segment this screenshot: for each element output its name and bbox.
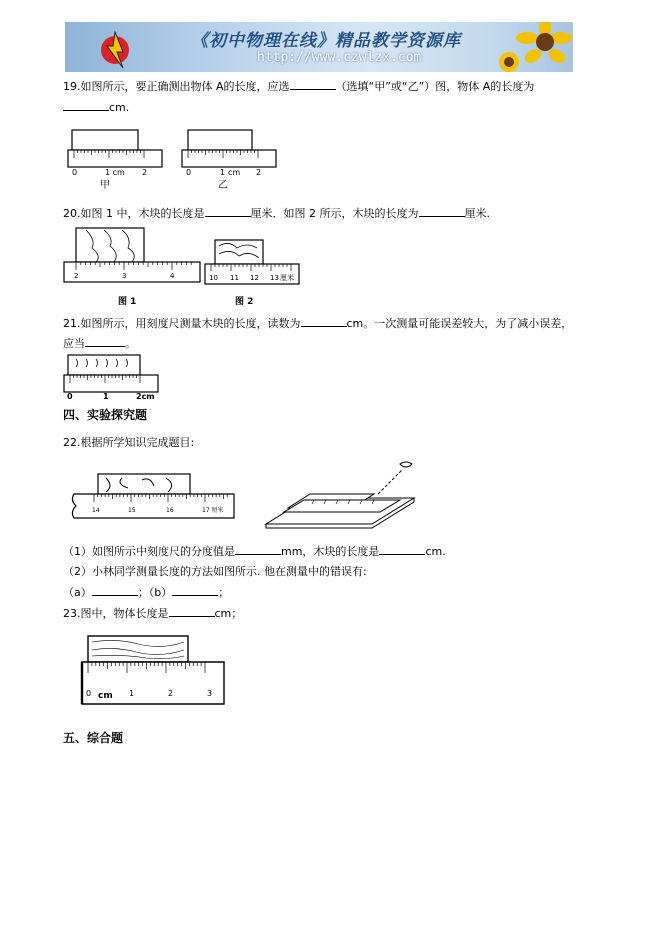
q20-f1-tick-1: 3 (122, 272, 127, 280)
q21-blank-1[interactable] (301, 316, 347, 327)
q21-tick-2: 2cm (136, 392, 155, 401)
q19-a-caption: 甲 (100, 180, 110, 190)
q23-tick-3: 3 (207, 689, 213, 698)
q21-tick-1: 1 (103, 392, 109, 401)
q21-figure (62, 353, 162, 403)
q19-a-tick-0: 0 (72, 168, 78, 177)
q20-figure-1 (62, 226, 202, 308)
q19-b-tick-0: 0 (186, 168, 192, 177)
q21-line1: 21.如图所示，用刻度尺测量木块的长度，读数为 cm。一次测量可能误差较大，为了减小误差， (63, 317, 573, 330)
q23-tick-2: 2 (168, 689, 174, 698)
q19-a-tick-1: 1 cm (105, 168, 125, 177)
q19-line2: cm. (63, 100, 129, 114)
section-5-heading: 五、综合题 (63, 731, 124, 745)
q22-figure-perspective (262, 458, 422, 532)
q21-tick-0: 0 (67, 392, 73, 401)
q21-line2: 应当 。 (63, 337, 136, 350)
q19-figure-b (180, 128, 280, 190)
q22-intro: 22.根据所学知识完成题目: (63, 436, 195, 449)
q20-f2-tick-4: 厘米 (280, 274, 294, 282)
q22-blank-b[interactable] (172, 585, 218, 596)
section-4-heading: 四、实验探究题 (63, 408, 148, 422)
header-banner (65, 22, 573, 72)
q23-tick-1: 1 (129, 689, 135, 698)
logo-icon (93, 22, 153, 72)
q23-blank[interactable] (169, 606, 215, 617)
q20-blank-1[interactable] (205, 206, 251, 217)
q22-sub1: （1）如图所示中刻度尺的分度值是 mm，木块的长度是 cm. (63, 545, 446, 558)
q19-b-caption: 乙 (218, 180, 228, 190)
q22-sub2: （2）小林同学测量长度的方法如图所示. 他在测量中的错误有: (63, 565, 367, 578)
q23-unit: cm (98, 691, 113, 701)
q20-fig2-caption: 图 2 (235, 297, 254, 307)
q19-b-tick-3: 2 (256, 168, 262, 177)
q23-line: 23.图中，物体长度是 cm； (63, 607, 243, 620)
q22-tick-1: 15 (128, 507, 136, 514)
q19-blank-1[interactable] (290, 79, 336, 90)
banner-url: http://www.czwlzx.com (257, 50, 422, 65)
q22-tick-2: 16 (166, 507, 174, 514)
q22-tick-0: 14 (92, 507, 100, 514)
q20-f2-tick-0: 10 (209, 274, 218, 282)
q22-blank-2[interactable] (379, 544, 425, 555)
banner-title: 《初中物理在线》精品教学资源库 (191, 31, 461, 51)
q19-b-tick-2: cm (228, 168, 241, 177)
q20-f2-tick-1: 11 (230, 274, 239, 282)
q22-tick-3: 17 厘米 (202, 507, 224, 514)
q20-fig1-caption: 图 1 (118, 297, 137, 307)
q22-sub3: （a） ；（b） ； (63, 586, 230, 599)
q22-blank-a[interactable] (92, 585, 138, 596)
q19-line1: 19.如图所示，要正确测出物体 A的长度，应选 （选填“甲”或“乙”）图，物体 A的长度为 (63, 80, 535, 93)
q20-f2-tick-2: 12 (250, 274, 259, 282)
eye-icon (400, 462, 412, 467)
q23-figure (78, 634, 238, 710)
q22-blank-1[interactable] (235, 544, 281, 555)
q19-a-tick-2: 2 (142, 168, 148, 177)
q22-figure-ruler (70, 462, 240, 532)
q20-figure-2 (203, 236, 303, 318)
q23-tick-0: 0 (86, 689, 92, 698)
q19-blank-2[interactable] (63, 100, 109, 111)
q20-f1-tick-2: 4 (170, 272, 175, 280)
sunflower-icon (495, 22, 573, 72)
q20-line: 20.如图 1 中，木块的长度是 厘米．如图 2 所示，木块的长度为 厘米. (63, 207, 490, 220)
q20-f2-tick-3: 13 (270, 274, 279, 282)
q21-blank-2[interactable] (85, 336, 125, 347)
q19-b-tick-1: 1 (220, 168, 226, 177)
q20-blank-2[interactable] (419, 206, 465, 217)
q20-f1-tick-0: 2 (74, 272, 79, 280)
q19-figure-a (66, 128, 166, 190)
